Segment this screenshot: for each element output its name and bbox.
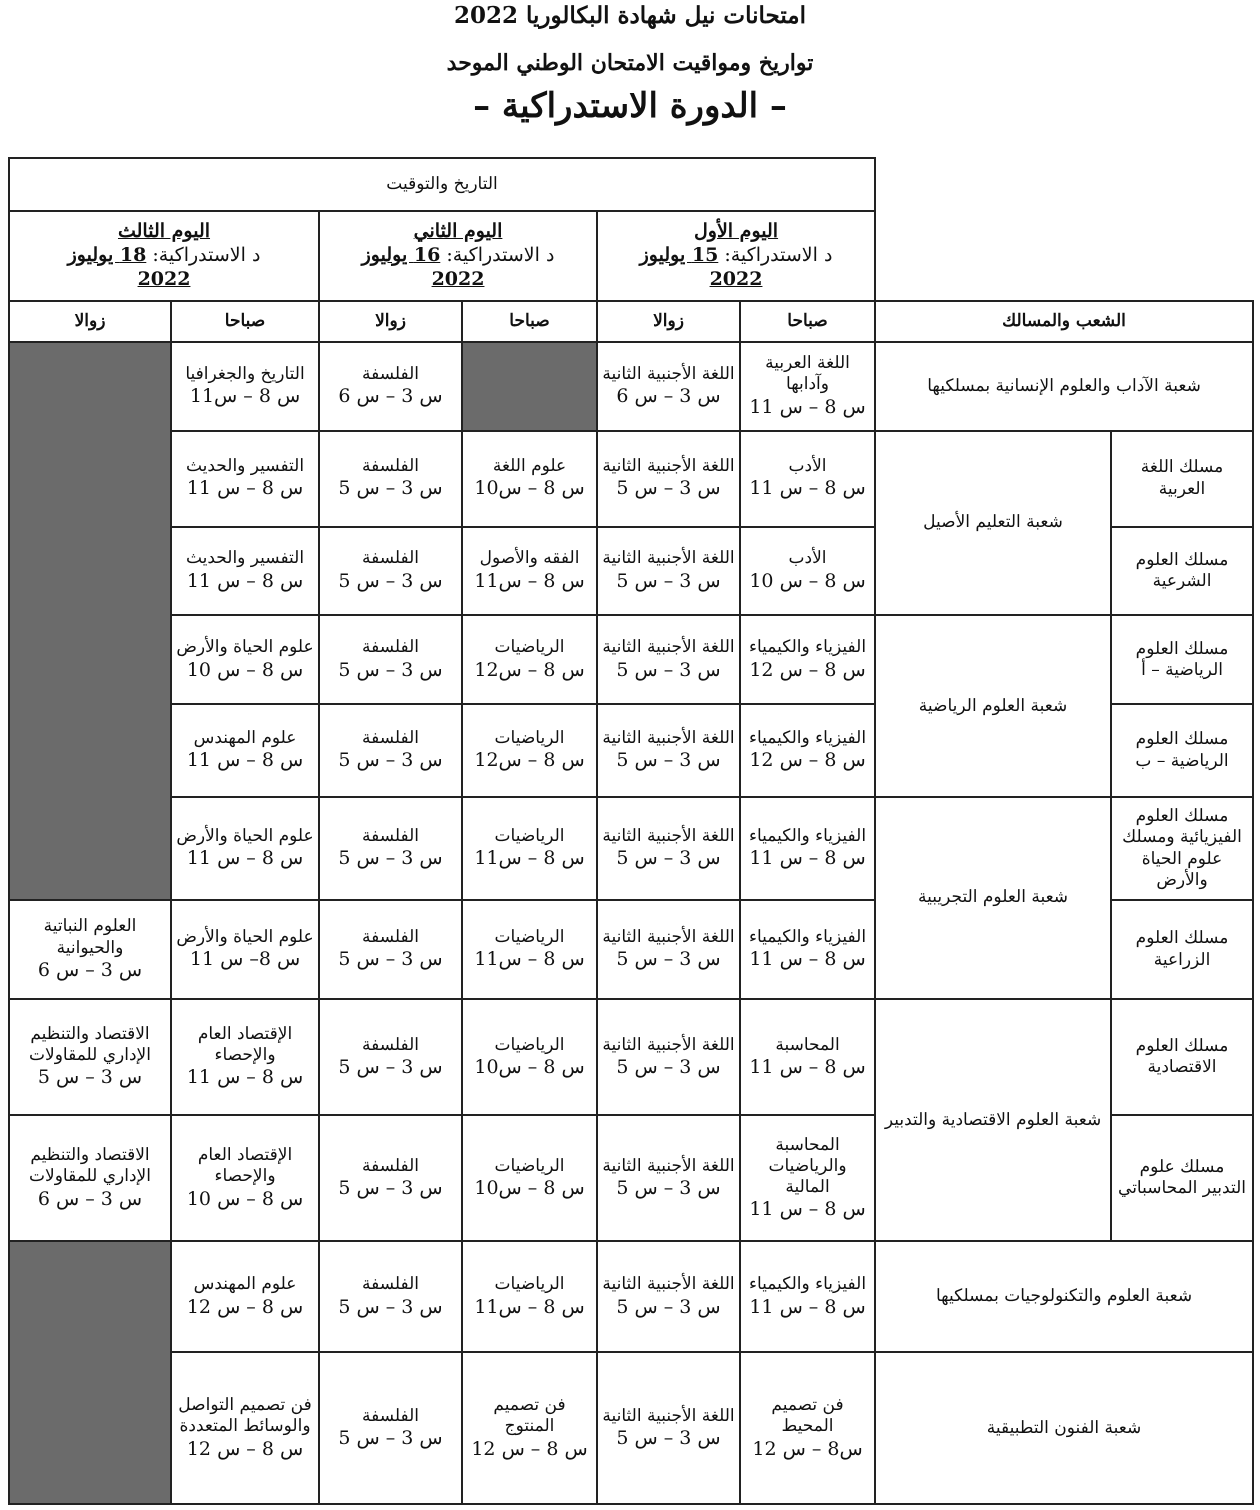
exam-cell <box>319 900 462 999</box>
exam-cell <box>171 1241 319 1352</box>
exam-cell <box>9 999 171 1115</box>
subject-name: الرياضيات <box>494 728 565 749</box>
exam-cell <box>319 797 462 900</box>
subject-name: اللغة الأجنبية الثانية <box>602 456 735 477</box>
corner-blank <box>875 158 1253 301</box>
stream-name: مسلك العلوم الفيزيائية ومسلك علوم الحياة والأرض <box>1111 797 1253 900</box>
subject-name: الرياضيات <box>494 1155 565 1176</box>
exam-time: س 3 – س 5 <box>616 948 721 971</box>
exam-time: س 8 – س10 <box>474 1177 585 1199</box>
exam-cell <box>597 1241 740 1352</box>
subject-name: اللغة الأجنبية الثانية <box>602 1405 735 1426</box>
subject-name: الإقتصاد العام والإحصاء <box>197 1023 293 1066</box>
exam-time: س 3 – س 5 <box>338 948 443 971</box>
exam-cell <box>9 900 171 999</box>
subject-name: الفلسفة <box>362 548 420 569</box>
stream-name: مسلك العلوم الاقتصادية <box>1111 999 1253 1115</box>
exam-cell <box>462 1241 597 1352</box>
exam-cell <box>171 797 319 900</box>
exam-cell <box>319 527 462 616</box>
subject-name: الرياضيات <box>494 637 565 658</box>
exam-cell <box>597 615 740 704</box>
exam-cell <box>171 999 319 1115</box>
exam-time: س 8 – س11 <box>474 569 585 592</box>
empty-slot <box>462 342 597 431</box>
exam-time: س 8 – س11 <box>474 847 585 870</box>
subject-name: الفلسفة <box>362 1034 420 1055</box>
exam-cell <box>171 1352 319 1504</box>
stream-name: شعبة الفنون التطبيقية <box>875 1352 1253 1504</box>
exam-cell <box>740 797 875 900</box>
subject-name: الفقه والأصول <box>479 548 580 569</box>
exam-cell <box>740 342 875 431</box>
exam-time: س8 – س 12 <box>752 1437 863 1460</box>
subject-name: فن تصميم التواصل والوسائط المتعددة <box>178 1395 312 1437</box>
subject-name: اللغة الأجنبية الثانية <box>602 1034 735 1055</box>
exam-cell <box>462 527 597 616</box>
exam-time: س 8 – س11 <box>474 1295 585 1318</box>
exam-cell <box>462 1115 597 1241</box>
subject-name: العلوم النباتية والحيوانية <box>43 916 137 958</box>
subject-name: الرياضيات <box>494 1274 565 1295</box>
subject-name: الفلسفة <box>362 826 420 847</box>
exam-time: س 3 – س 5 <box>616 658 721 681</box>
exam-time: س 3 – س 5 <box>338 1295 443 1318</box>
exam-time: س 8 – س 11 <box>749 948 866 971</box>
stream-name: مسلك العلوم الرياضية – ب <box>1111 704 1253 797</box>
exam-time: س 3 – س 6 <box>37 958 143 981</box>
exam-time: س 3 – س 5 <box>338 1055 443 1078</box>
day-3-date: د الاستدراكية: 18 يوليوز <box>67 244 261 267</box>
subject-name: اللغة العربية وآدابها <box>765 353 850 395</box>
subject-name: علوم الحياة والأرض <box>176 826 314 847</box>
day-1-morning: صباحا <box>740 301 875 341</box>
table-row <box>9 342 1253 431</box>
exam-time: س 3 – س 6 <box>616 384 721 407</box>
exam-cell <box>740 900 875 999</box>
day-1-header <box>597 211 875 302</box>
exam-time: س 3 – س 5 <box>616 1426 721 1449</box>
subject-name: اللغة الأجنبية الثانية <box>602 728 735 749</box>
group-name: شعبة العلوم الرياضية <box>875 615 1111 797</box>
exam-cell <box>597 527 740 616</box>
subject-name: علوم المهندس <box>193 1274 297 1295</box>
exam-time: س 8 – س 11 <box>749 1198 866 1221</box>
exam-time: س 8 – س10 <box>474 477 585 500</box>
table-row <box>9 615 1253 704</box>
exam-time: س 3 – س 6 <box>338 384 443 407</box>
exam-cell <box>171 1115 319 1241</box>
subject-name: الرياضيات <box>494 826 565 847</box>
exam-cell <box>171 342 319 431</box>
subject-name: الرياضيات <box>494 1034 565 1055</box>
day-1-name: اليوم الأول <box>693 220 779 243</box>
exam-time: س 8 – س11 <box>189 384 301 407</box>
subject-name: اللغة الأجنبية الثانية <box>602 363 735 384</box>
subject-name: فن تصميم المحيط <box>771 1395 844 1437</box>
day-1-date: د الاستدراكية: 15 يوليوز <box>639 244 833 267</box>
exam-cell <box>462 900 597 999</box>
subject-name: الأدب <box>788 548 827 569</box>
stream-name: شعبة العلوم والتكنولوجيات بمسلكيها <box>875 1241 1253 1352</box>
day-3-year: 2022 <box>137 267 191 290</box>
day-2-afternoon: زوالا <box>319 301 462 341</box>
exam-time: س 8 – س 12 <box>186 1295 304 1318</box>
subject-name: اللغة الأجنبية الثانية <box>602 1274 735 1295</box>
exam-cell <box>319 999 462 1115</box>
exam-time: س 8 – س10 <box>474 1055 585 1078</box>
exam-time: س 8 – س 12 <box>471 1437 588 1460</box>
subject-name: المحاسبة <box>775 1034 840 1055</box>
exam-time: س 3 – س 5 <box>616 1295 721 1318</box>
exam-cell <box>597 704 740 797</box>
subject-name: اللغة الأجنبية الثانية <box>602 1155 735 1176</box>
exam-time: س 8 – س 11 <box>749 1055 866 1078</box>
exam-time: س 8 – س 11 <box>749 847 866 870</box>
exam-cell <box>462 1352 597 1504</box>
exam-time: س 3 – س 5 <box>338 658 443 681</box>
exam-cell <box>597 431 740 527</box>
exam-time: س 8 – س 11 <box>186 749 304 772</box>
exam-time: س 8 – س 10 <box>186 658 304 681</box>
subject-name: اللغة الأجنبية الثانية <box>602 637 735 658</box>
exam-time: س 3 – س 5 <box>616 1177 721 1199</box>
group-name: شعبة التعليم الأصيل <box>875 431 1111 616</box>
exam-time: س 3 – س 6 <box>37 1187 143 1210</box>
exam-cell <box>319 1241 462 1352</box>
exam-cell <box>740 615 875 704</box>
day-2-morning: صباحا <box>462 301 597 341</box>
exam-cell <box>319 1352 462 1504</box>
exam-time: س 8 – س 11 <box>186 569 304 592</box>
table-row <box>9 1352 1253 1504</box>
exam-cell <box>597 797 740 900</box>
exam-time: س 3 – س 5 <box>616 749 721 772</box>
subject-name: اللغة الأجنبية الثانية <box>602 826 735 847</box>
exam-cell <box>462 797 597 900</box>
date-time-header: التاريخ والتوقيت <box>9 158 875 211</box>
stream-name: مسلك العلوم الرياضية – أ <box>1111 615 1253 704</box>
subject-name: اللغة الأجنبية الثانية <box>602 548 735 569</box>
exam-cell <box>462 615 597 704</box>
subject-name: علوم الحياة والأرض <box>176 637 314 658</box>
exam-subtitle: تواريخ ومواقيت الامتحان الوطني الموحد <box>446 50 814 76</box>
exam-time: س 3 – س 5 <box>616 569 721 592</box>
stream-name: مسلك اللغة العربية <box>1111 431 1253 527</box>
exam-time: س 8 – س 11 <box>186 477 304 500</box>
exam-time: س 3 – س 5 <box>338 477 443 500</box>
exam-title: امتحانات نيل شهادة البكالوريا 2022 <box>454 2 806 29</box>
exam-time: س 3 – س 5 <box>338 569 443 592</box>
exam-time: س 3 – س 5 <box>338 749 443 772</box>
group-name: شعبة العلوم التجريبية <box>875 797 1111 999</box>
exam-time: س 8 – س 11 <box>749 1295 866 1318</box>
exam-time: س 8 – س 12 <box>749 658 866 681</box>
empty-slot <box>9 1241 171 1504</box>
subject-name: الفلسفة <box>362 363 420 384</box>
exam-time: س 8 – س 10 <box>186 1187 304 1210</box>
subject-name: الفلسفة <box>362 1405 420 1426</box>
subject-name: المحاسبة والرياضيات المالية <box>768 1134 847 1197</box>
subject-name: الفلسفة <box>362 456 420 477</box>
exam-time: س 8– س 11 <box>189 948 301 971</box>
exam-cell <box>597 999 740 1115</box>
schedule-table <box>8 157 1254 1505</box>
exam-time: س 8 – س 12 <box>186 1437 304 1460</box>
exam-time: س 3 – س 5 <box>338 1426 443 1449</box>
subject-name: الفيزياء والكيمياء <box>748 826 867 847</box>
session-title: – الدورة الاستدراكية – <box>473 86 787 126</box>
streams-header: الشعب والمسالك <box>875 301 1253 341</box>
exam-cell <box>319 431 462 527</box>
exam-cell <box>740 999 875 1115</box>
exam-time: س 3 – س 5 <box>616 1055 721 1078</box>
day-2-name: اليوم الثاني <box>413 220 503 243</box>
table-row <box>9 999 1253 1115</box>
table-row <box>9 431 1253 527</box>
exam-cell <box>319 342 462 431</box>
exam-cell <box>462 431 597 527</box>
day-3-afternoon: زوالا <box>9 301 171 341</box>
empty-slot <box>9 342 171 900</box>
day-3-header <box>9 211 319 302</box>
exam-time: س 3 – س 5 <box>338 1177 443 1199</box>
exam-time: س 8 – س12 <box>474 749 585 772</box>
exam-time: س 8 – س 11 <box>749 395 866 418</box>
subject-name: اللغة الأجنبية الثانية <box>602 927 735 948</box>
exam-cell <box>740 1241 875 1352</box>
exam-cell <box>171 704 319 797</box>
day-1-year: 2022 <box>709 267 763 290</box>
exam-cell <box>462 704 597 797</box>
subject-name: الرياضيات <box>494 927 565 948</box>
day-2-header <box>319 211 597 302</box>
exam-cell <box>319 615 462 704</box>
stream-name: شعبة الآداب والعلوم الإنسانية بمسلكيها <box>875 342 1253 431</box>
exam-cell <box>597 900 740 999</box>
exam-cell <box>740 1115 875 1241</box>
exam-time: س 8 – س 10 <box>749 569 866 592</box>
exam-cell <box>9 1115 171 1241</box>
stream-name: مسلك العلوم الزراعية <box>1111 900 1253 999</box>
exam-cell <box>740 1352 875 1504</box>
exam-time: س 8 – س 11 <box>186 1066 304 1089</box>
subject-name: الفلسفة <box>362 728 420 749</box>
exam-cell <box>171 615 319 704</box>
subject-name: علوم اللغة <box>492 456 567 477</box>
exam-time: س 3 – س 5 <box>616 477 721 500</box>
exam-time: س 3 – س 5 <box>338 847 443 870</box>
subject-name: الاقتصاد والتنظيم الإداري للمقاولات <box>29 1023 151 1066</box>
table-row <box>9 1241 1253 1352</box>
exam-cell <box>597 342 740 431</box>
exam-time: س 8 – س 12 <box>749 749 866 772</box>
subject-name: الفيزياء والكيمياء <box>748 637 867 658</box>
exam-cell <box>740 704 875 797</box>
subject-name: الإقتصاد العام والإحصاء <box>197 1145 293 1187</box>
day-2-date: د الاستدراكية: 16 يوليوز <box>361 244 555 267</box>
table-row <box>9 797 1253 900</box>
exam-time: س 8 – س11 <box>474 948 585 971</box>
subject-name: الاقتصاد والتنظيم الإداري للمقاولات <box>29 1145 151 1187</box>
day-1-afternoon: زوالا <box>597 301 740 341</box>
day-2-year: 2022 <box>431 267 485 290</box>
exam-cell <box>597 1352 740 1504</box>
day-3-name: اليوم الثالث <box>117 220 211 243</box>
subject-name: التفسير والحديث <box>185 548 305 569</box>
exam-time: س 3 – س 5 <box>616 847 721 870</box>
exam-cell <box>462 999 597 1115</box>
page-titles <box>0 0 1260 150</box>
stream-name: مسلك العلوم الشرعية <box>1111 527 1253 616</box>
exam-cell <box>171 900 319 999</box>
day-3-morning: صباحا <box>171 301 319 341</box>
subject-name: فن تصميم المنتوج <box>493 1395 566 1437</box>
exam-time: س 3 – س 5 <box>37 1066 143 1089</box>
subject-name: الفيزياء والكيمياء <box>748 728 867 749</box>
subject-name: علوم المهندس <box>193 728 297 749</box>
exam-cell <box>597 1115 740 1241</box>
exam-cell <box>319 1115 462 1241</box>
exam-cell <box>171 527 319 616</box>
subject-name: التاريخ والجغرافيا <box>185 363 305 384</box>
subject-name: الفيزياء والكيمياء <box>748 1274 867 1295</box>
exam-time: س 8 – س12 <box>474 658 585 681</box>
stream-name: مسلك علوم التدبير المحاسباتي <box>1111 1115 1253 1241</box>
subject-name: الفلسفة <box>362 927 420 948</box>
group-name: شعبة العلوم الاقتصادية والتدبير <box>875 999 1111 1241</box>
exam-cell <box>319 704 462 797</box>
subject-name: الفلسفة <box>362 1155 420 1176</box>
exam-cell <box>740 431 875 527</box>
subject-name: الفيزياء والكيمياء <box>748 927 867 948</box>
subject-name: علوم الحياة والأرض <box>176 927 314 948</box>
exam-cell <box>171 431 319 527</box>
exam-cell <box>740 527 875 616</box>
subject-name: الفلسفة <box>362 1274 420 1295</box>
subject-name: الأدب <box>788 456 827 477</box>
exam-time: س 8 – س 11 <box>186 847 304 870</box>
subject-name: الفلسفة <box>362 637 420 658</box>
exam-time: س 8 – س 11 <box>749 477 866 500</box>
subject-name: التفسير والحديث <box>185 456 305 477</box>
